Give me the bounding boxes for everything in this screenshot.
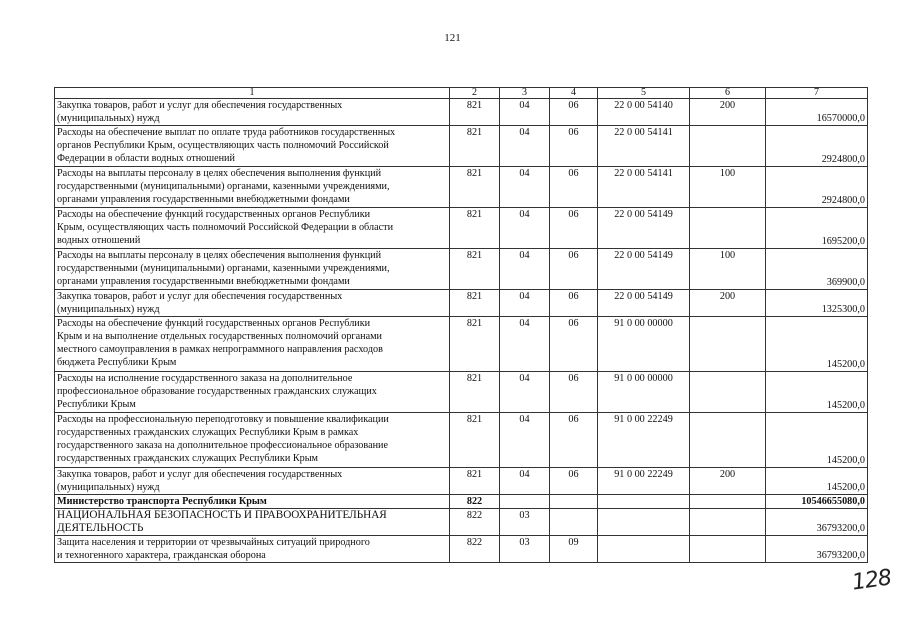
row-expense-type xyxy=(690,536,766,563)
row-subsection-code: 09 xyxy=(550,536,598,563)
row-target-article: 22 0 00 54149 xyxy=(598,290,690,317)
row-gr-code: 822 xyxy=(450,495,500,509)
row-expense-type: 200 xyxy=(690,290,766,317)
row-gr-code: 821 xyxy=(450,167,500,208)
row-amount: 145200,0 xyxy=(766,468,868,495)
row-gr-code: 821 xyxy=(450,99,500,126)
row-name: Расходы на обеспечение функций государственных органов Республики Крым и на выполнение отдельных государственных полномочий органами местного самоуправления в рамках непрограммного направления расходов бюджета Республики Крым xyxy=(55,317,450,372)
row-section-code xyxy=(500,495,550,509)
table-row xyxy=(55,290,868,317)
row-gr-code: 821 xyxy=(450,468,500,495)
row-target-article xyxy=(598,536,690,563)
row-gr-code: 821 xyxy=(450,249,500,290)
row-subsection-code: 06 xyxy=(550,167,598,208)
row-name: Расходы на исполнение государственного заказа на дополнительное профессиональное образование государственных гражданских служащих Республики Крым xyxy=(55,372,450,413)
row-gr-code: 821 xyxy=(450,372,500,413)
row-gr-code: 821 xyxy=(450,290,500,317)
row-amount: 1695200,0 xyxy=(766,208,868,249)
table-row xyxy=(55,317,868,372)
row-name: Закупка товаров, работ и услуг для обеспечения государственных (муниципальных) нужд xyxy=(55,99,450,126)
row-expense-type xyxy=(690,413,766,468)
row-gr-code: 822 xyxy=(450,509,500,536)
row-name: НАЦИОНАЛЬНАЯ БЕЗОПАСНОСТЬ И ПРАВООХРАНИТЕЛЬНАЯ ДЕЯТЕЛЬНОСТЬ xyxy=(55,509,450,536)
table-row xyxy=(55,413,868,468)
row-amount: 145200,0 xyxy=(766,413,868,468)
row-name: Министерство транспорта Республики Крым xyxy=(55,495,450,509)
table-row xyxy=(55,536,868,563)
header-col-2: 2 xyxy=(450,88,500,99)
row-amount: 1325300,0 xyxy=(766,290,868,317)
row-expense-type xyxy=(690,495,766,509)
row-section-code: 03 xyxy=(500,536,550,563)
row-target-article: 91 0 00 00000 xyxy=(598,372,690,413)
header-col-5: 5 xyxy=(598,88,690,99)
row-expense-type: 200 xyxy=(690,468,766,495)
row-name: Расходы на выплаты персоналу в целях обеспечения выполнения функций государственными (муниципальными) органами, казенными учреждениями, органами управления государственными внебюджетными фондами xyxy=(55,249,450,290)
row-section-code: 03 xyxy=(500,509,550,536)
header-col-6: 6 xyxy=(690,88,766,99)
row-name: Расходы на обеспечение функций государственных органов Республики Крым, осуществляющих часть полномочий Российской Федерации в области водных отношений xyxy=(55,208,450,249)
row-section-code: 04 xyxy=(500,167,550,208)
row-name: Расходы на профессиональную переподготовку и повышение квалификации государственных гражданских служащих Республики Крым в рамках государственного заказа на дополнительное профессиональное образование государственных гражданских служащих Республики Крым xyxy=(55,413,450,468)
row-expense-type xyxy=(690,509,766,536)
row-target-article: 91 0 00 00000 xyxy=(598,317,690,372)
row-section-code: 04 xyxy=(500,468,550,495)
row-subsection-code: 06 xyxy=(550,317,598,372)
row-subsection-code: 06 xyxy=(550,99,598,126)
row-amount: 2924800,0 xyxy=(766,167,868,208)
row-amount: 10546655080,0 xyxy=(766,495,868,509)
row-name: Расходы на выплаты персоналу в целях обеспечения выполнения функций государственными (муниципальными) органами, казенными учреждениями, органами управления государственными внебюджетными фондами xyxy=(55,167,450,208)
table-row xyxy=(55,495,868,509)
row-amount: 36793200,0 xyxy=(766,509,868,536)
row-expense-type: 100 xyxy=(690,167,766,208)
row-expense-type: 200 xyxy=(690,99,766,126)
row-expense-type xyxy=(690,317,766,372)
row-subsection-code: 06 xyxy=(550,372,598,413)
row-expense-type xyxy=(690,372,766,413)
row-target-article xyxy=(598,495,690,509)
header-col-1: 1 xyxy=(55,88,450,99)
row-target-article: 22 0 00 54141 xyxy=(598,126,690,167)
row-name: Расходы на обеспечение выплат по оплате труда работников государственных органов Республики Крым, осуществляющих часть полномочий Российской Федерации в области водных отношений xyxy=(55,126,450,167)
row-target-article: 22 0 00 54141 xyxy=(598,167,690,208)
table-header-row xyxy=(55,88,868,99)
table-row xyxy=(55,249,868,290)
row-section-code: 04 xyxy=(500,290,550,317)
row-gr-code: 821 xyxy=(450,126,500,167)
row-gr-code: 822 xyxy=(450,536,500,563)
row-expense-type xyxy=(690,126,766,167)
budget-table xyxy=(54,87,868,563)
header-col-7: 7 xyxy=(766,88,868,99)
row-amount: 145200,0 xyxy=(766,317,868,372)
row-subsection-code: 06 xyxy=(550,290,598,317)
row-subsection-code: 06 xyxy=(550,468,598,495)
table-row xyxy=(55,208,868,249)
row-subsection-code: 06 xyxy=(550,126,598,167)
row-section-code: 04 xyxy=(500,249,550,290)
table-row xyxy=(55,509,868,536)
row-amount: 145200,0 xyxy=(766,372,868,413)
row-subsection-code xyxy=(550,495,598,509)
row-name: Закупка товаров, работ и услуг для обеспечения государственных (муниципальных) нужд xyxy=(55,290,450,317)
row-gr-code: 821 xyxy=(450,317,500,372)
row-name: Защита населения и территории от чрезвычайных ситуаций природного и техногенного характера, гражданская оборона xyxy=(55,536,450,563)
row-section-code: 04 xyxy=(500,99,550,126)
row-subsection-code: 06 xyxy=(550,208,598,249)
table-row xyxy=(55,99,868,126)
table-row xyxy=(55,167,868,208)
row-subsection-code: 06 xyxy=(550,249,598,290)
row-target-article: 91 0 00 22249 xyxy=(598,413,690,468)
table-row xyxy=(55,468,868,495)
row-section-code: 04 xyxy=(500,372,550,413)
row-subsection-code: 06 xyxy=(550,413,598,468)
header-col-3: 3 xyxy=(500,88,550,99)
row-gr-code: 821 xyxy=(450,208,500,249)
table-row xyxy=(55,126,868,167)
row-target-article: 22 0 00 54140 xyxy=(598,99,690,126)
row-subsection-code xyxy=(550,509,598,536)
row-target-article: 22 0 00 54149 xyxy=(598,249,690,290)
row-section-code: 04 xyxy=(500,317,550,372)
table-row xyxy=(55,372,868,413)
row-section-code: 04 xyxy=(500,413,550,468)
row-amount: 16570000,0 xyxy=(766,99,868,126)
row-amount: 36793200,0 xyxy=(766,536,868,563)
row-section-code: 04 xyxy=(500,208,550,249)
header-col-4: 4 xyxy=(550,88,598,99)
row-expense-type xyxy=(690,208,766,249)
row-name: Закупка товаров, работ и услуг для обеспечения государственных (муниципальных) нужд xyxy=(55,468,450,495)
row-target-article: 22 0 00 54149 xyxy=(598,208,690,249)
row-section-code: 04 xyxy=(500,126,550,167)
row-target-article xyxy=(598,509,690,536)
handwritten-page-number: 128 xyxy=(850,565,893,596)
row-amount: 369900,0 xyxy=(766,249,868,290)
page-number: 121 xyxy=(444,32,461,44)
row-expense-type: 100 xyxy=(690,249,766,290)
row-gr-code: 821 xyxy=(450,413,500,468)
row-amount: 2924800,0 xyxy=(766,126,868,167)
row-target-article: 91 0 00 22249 xyxy=(598,468,690,495)
